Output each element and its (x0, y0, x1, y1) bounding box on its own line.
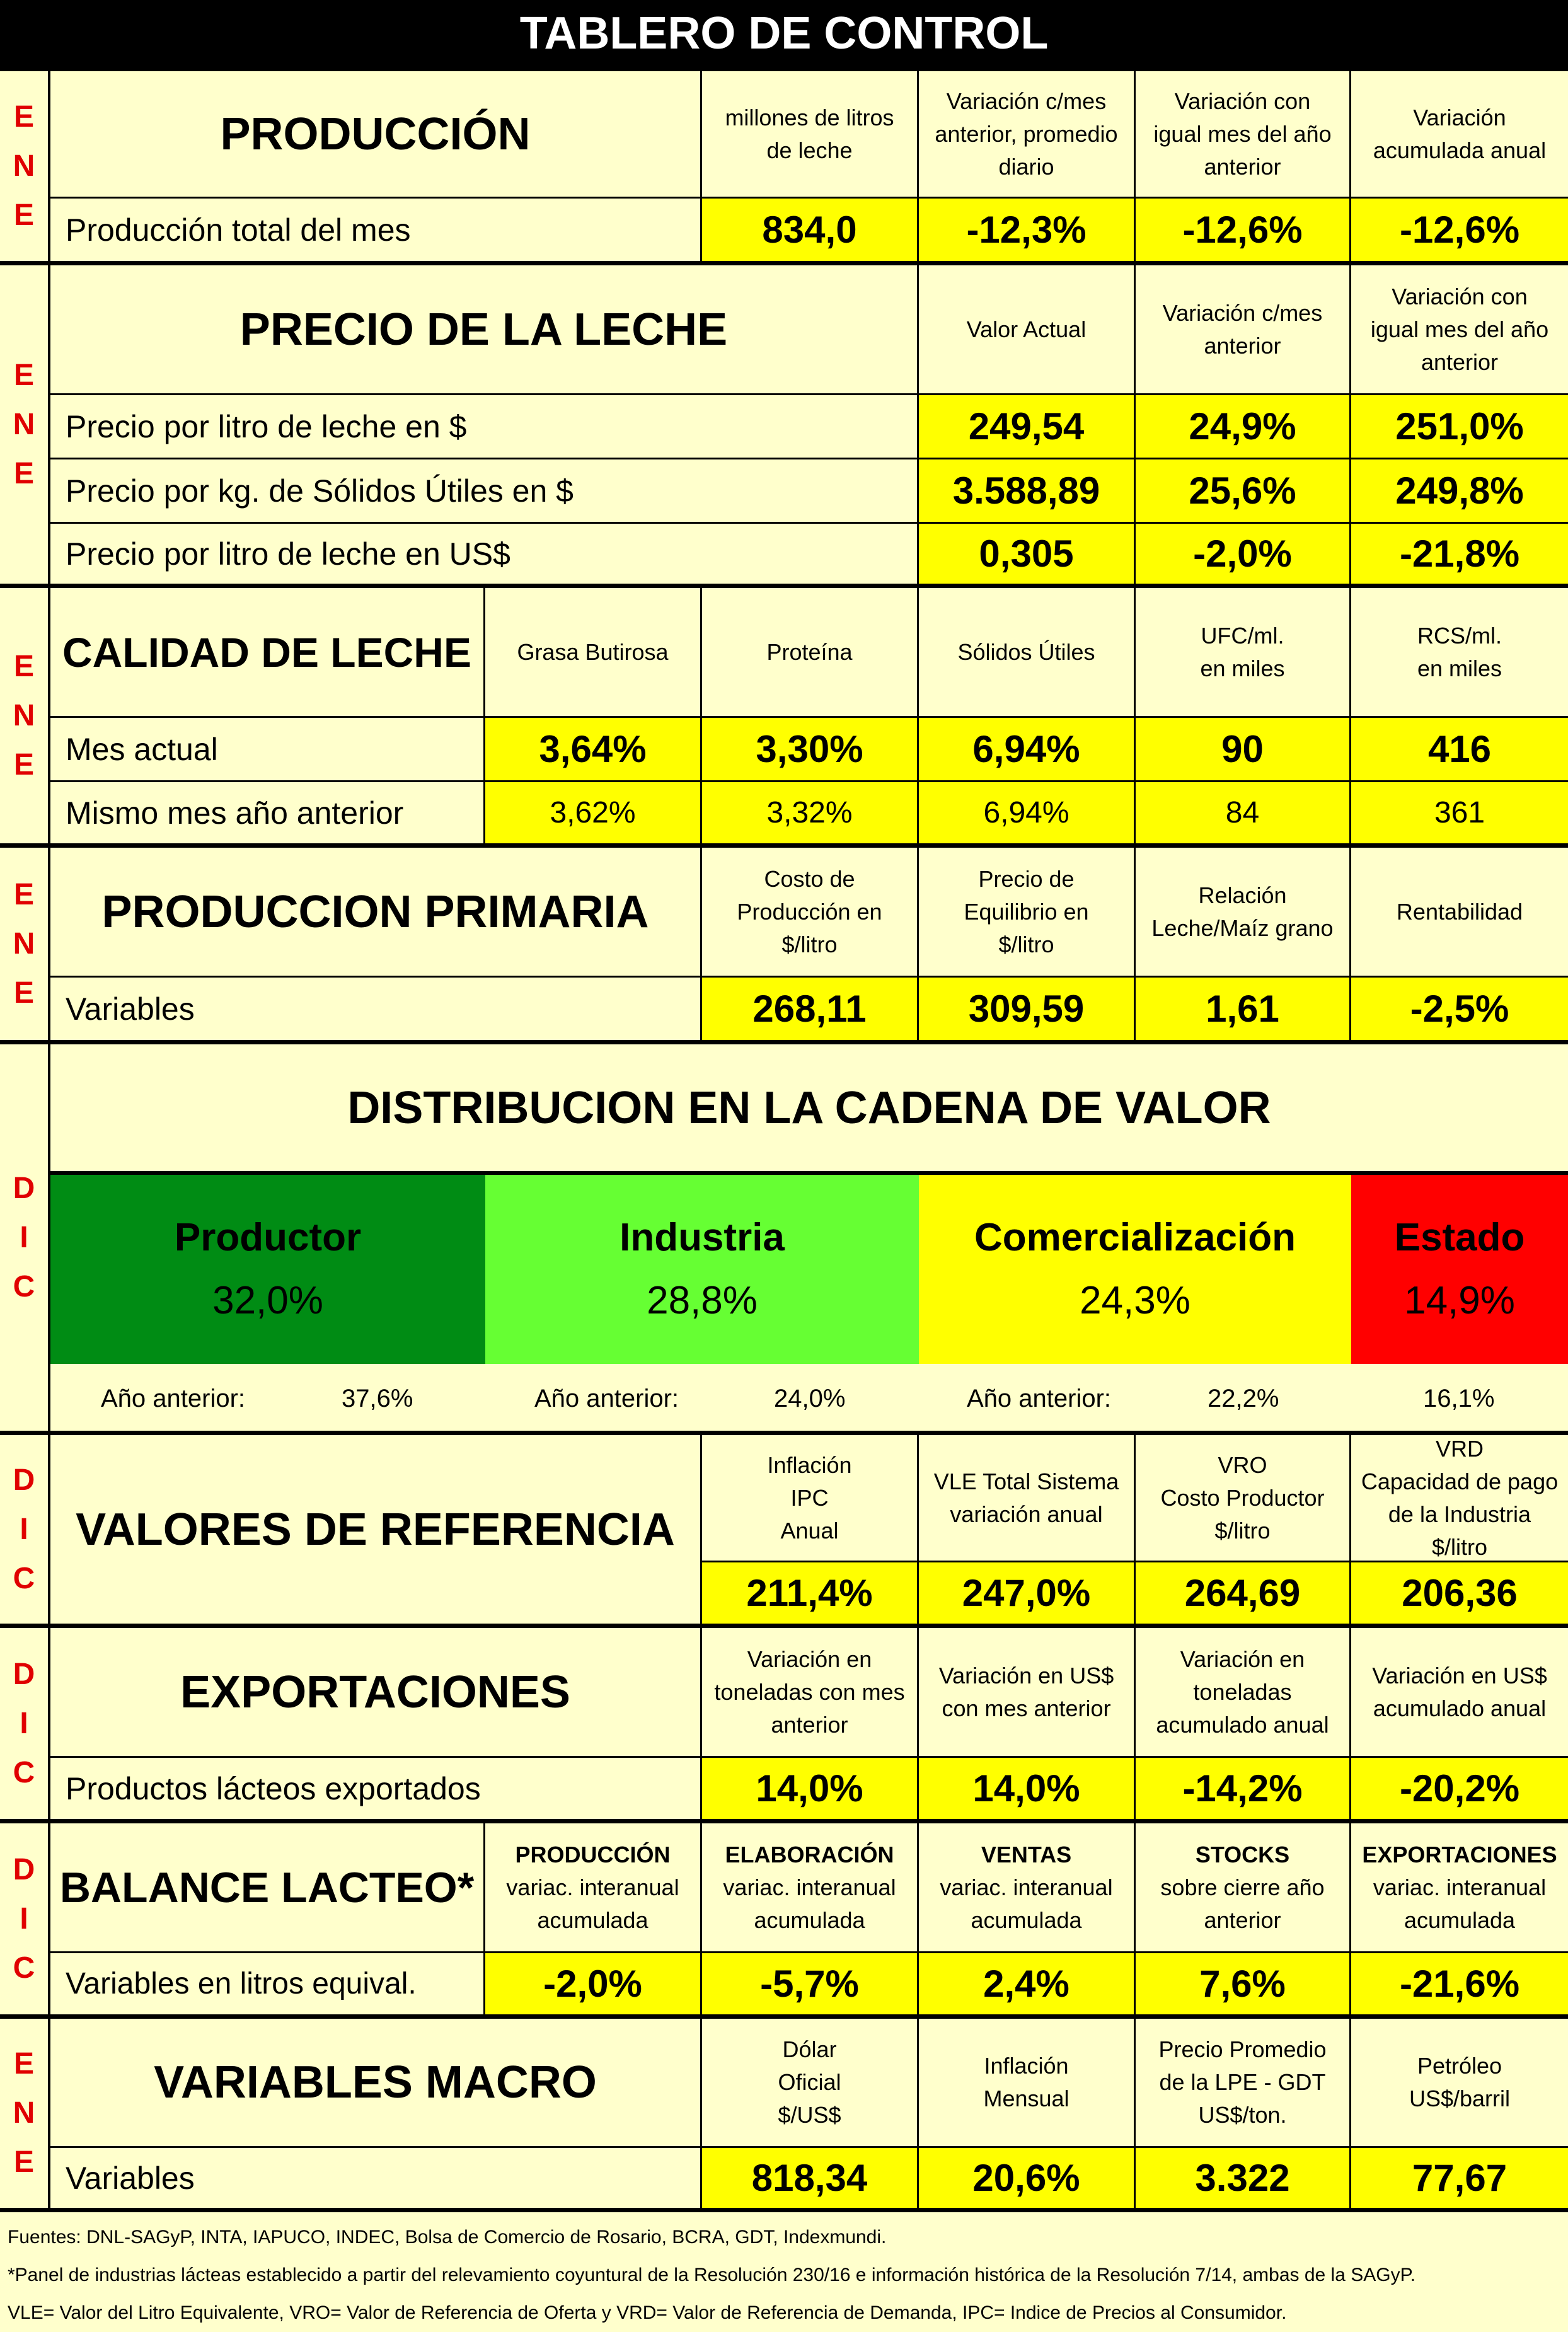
block-name: Comercialización (974, 1216, 1296, 1259)
distribution-block-industria (485, 1175, 919, 1364)
column-header: Grasa Butirosa (485, 588, 702, 718)
column-header: Variación con igual mes del año anterior (1351, 265, 1568, 395)
section-produccion (0, 67, 1568, 261)
value-cell: -12,6% (1351, 199, 1568, 261)
header-detail: variac. interanual acumulada (940, 1874, 1113, 1933)
section-produccion-primaria (0, 843, 1568, 1040)
month-letter: E (13, 877, 34, 911)
row-label: Productos lácteos exportados (50, 1758, 702, 1819)
distribution-block-estado (1351, 1175, 1568, 1364)
value-cell: 818,34 (702, 2148, 919, 2208)
row-label: Variables (50, 978, 702, 1040)
column-header: Petróleo US$/barril (1351, 2019, 1568, 2148)
value-cell: 1,61 (1136, 978, 1351, 1040)
block-value: 14,9% (1404, 1279, 1515, 1322)
section-precio-leche (0, 261, 1568, 584)
value-cell: 309,59 (919, 978, 1136, 1040)
section-variables-macro (0, 2014, 1568, 2208)
value-cell: 416 (1351, 718, 1568, 782)
value-cell: 14,0% (919, 1758, 1136, 1819)
column-header: Precio Promedio de la LPE - GDT US$/ton. (1136, 2019, 1351, 2148)
header-bold: PRODUCCIÓN (515, 1841, 671, 1867)
value-cell: 3,62% (485, 782, 702, 843)
column-header: Variación en US$ con mes anterior (919, 1628, 1136, 1758)
column-header: VRO Costo Productor $/litro (1136, 1435, 1351, 1562)
footer-notes (0, 2208, 1568, 2332)
value-cell: 3,32% (702, 782, 919, 843)
column-header: Rentabilidad (1351, 848, 1568, 978)
value-cell: -14,2% (1136, 1758, 1351, 1819)
value-cell: -5,7% (702, 1953, 919, 2014)
column-header: Relación Leche/Maíz grano (1136, 848, 1351, 978)
section-title: EXPORTACIONES (50, 1628, 702, 1758)
column-header: Variación en toneladas acumulado anual (1136, 1628, 1351, 1758)
value-cell: 6,94% (919, 782, 1136, 843)
previous-year-value: 24,0% (774, 1385, 846, 1412)
block-name: Industria (620, 1216, 785, 1259)
section-exportaciones (0, 1624, 1568, 1819)
month-marker (0, 1435, 50, 1624)
row-label: Mes actual (50, 718, 485, 782)
row-label: Precio por litro de leche en $ (50, 395, 919, 459)
month-marker (0, 1044, 50, 1431)
previous-year-value: 22,2% (1208, 1385, 1279, 1412)
value-cell: -2,0% (485, 1953, 702, 2014)
section-title: VALORES DE REFERENCIA (50, 1435, 702, 1624)
month-letter: E (13, 198, 34, 232)
section-calidad-leche (0, 584, 1568, 843)
month-letter: N (13, 407, 35, 441)
previous-year-label: Año anterior: (967, 1385, 1112, 1412)
value-cell: -2,0% (1136, 524, 1351, 584)
value-cell: 3,64% (485, 718, 702, 782)
month-letter: N (13, 926, 35, 961)
month-letter: E (13, 358, 34, 392)
month-marker (0, 71, 50, 261)
column-header: Variación en US$ acumulado anual (1351, 1628, 1568, 1758)
column-header (485, 1823, 702, 1953)
value-cell: 268,11 (702, 978, 919, 1040)
previous-year-label: Año anterior: (534, 1385, 679, 1412)
column-header: Inflación Mensual (919, 2019, 1136, 2148)
month-letter: E (13, 748, 34, 782)
column-header: VLE Total Sistema variación anual (919, 1435, 1136, 1562)
block-name: Productor (174, 1216, 362, 1259)
month-letter: E (13, 2047, 34, 2081)
month-letter: C (13, 1951, 35, 1985)
section-balance-lacteo (0, 1819, 1568, 2014)
month-marker (0, 848, 50, 1040)
sources-note: Fuentes: DNL-SAGyP, INTA, IAPUCO, INDEC, Bolsa de Comercio de Rosario, BCRA, GDT, Indexmundi. (8, 2227, 887, 2248)
row-label: Variables en litros equival. (50, 1953, 485, 2014)
section-distribucion (0, 1040, 1568, 1431)
row-label: Producción total del mes (50, 199, 702, 261)
value-cell: -12,6% (1136, 199, 1351, 261)
month-letter: N (13, 2096, 35, 2130)
value-cell: 25,6% (1136, 459, 1351, 524)
column-header (1136, 1823, 1351, 1953)
month-marker (0, 1823, 50, 2014)
previous-year-value: 37,6% (342, 1385, 413, 1412)
value-cell: 3,30% (702, 718, 919, 782)
header-bold: STOCKS (1195, 1841, 1290, 1867)
section-title: PRODUCCION PRIMARIA (50, 848, 702, 978)
column-header: millones de litros de leche (702, 71, 919, 199)
header-detail: variac. interanual acumulada (506, 1874, 679, 1933)
section-title: VARIABLES MACRO (50, 2019, 702, 2148)
month-letter: D (13, 1463, 35, 1497)
month-marker (0, 265, 50, 584)
value-cell: 20,6% (919, 2148, 1136, 2208)
value-cell: 247,0% (919, 1562, 1136, 1624)
month-marker (0, 588, 50, 843)
section-title: PRODUCCIÓN (50, 71, 702, 199)
block-value: 28,8% (647, 1279, 758, 1322)
month-letter: E (13, 100, 34, 134)
column-header: Proteína (702, 588, 919, 718)
value-cell: -2,5% (1351, 978, 1568, 1040)
header-detail: variac. interanual acumulada (1373, 1874, 1547, 1933)
column-header: Precio de Equilibrio en $/litro (919, 848, 1136, 978)
value-cell: 206,36 (1351, 1562, 1568, 1624)
section-title: BALANCE LACTEO* (50, 1823, 485, 1953)
column-header: Valor Actual (919, 265, 1136, 395)
value-cell: 264,69 (1136, 1562, 1351, 1624)
value-cell: 249,54 (919, 395, 1136, 459)
month-letter: I (20, 1706, 28, 1740)
abbreviations-note: VLE= Valor del Litro Equivalente, VRO= Valor de Referencia de Oferta y VRD= Valor de Referencia de Demanda, IPC= Indice de Precios al Consumidor. (8, 2302, 1287, 2323)
column-header: Variación en toneladas con mes anterior (702, 1628, 919, 1758)
value-cell: 2,4% (919, 1953, 1136, 2014)
value-cell: 14,0% (702, 1758, 919, 1819)
previous-year-value: 16,1% (1423, 1385, 1495, 1412)
column-header: RCS/ml. en miles (1351, 588, 1568, 718)
month-letter: N (13, 698, 35, 732)
column-header: VRD Capacidad de pago de la Industria $/litro (1351, 1435, 1568, 1562)
month-letter: E (13, 976, 34, 1010)
panel-note: *Panel de industrias lácteas establecido a partir del relevamiento coyuntural de la Resolución 230/16 e información histórica de la Resolución 7/14, ambas de la SAGyP. (8, 2265, 1416, 2285)
column-header: Variación con igual mes del año anterior (1136, 71, 1351, 199)
header-bold: VENTAS (981, 1841, 1072, 1867)
section-title: CALIDAD DE LECHE (50, 588, 485, 718)
month-marker (0, 2019, 50, 2208)
value-cell: 90 (1136, 718, 1351, 782)
month-letter: C (13, 1269, 35, 1303)
previous-year-label: Año anterior: (101, 1385, 246, 1412)
month-letter: D (13, 1852, 35, 1886)
header-detail: sobre cierre año anterior (1160, 1874, 1325, 1933)
value-cell: -20,2% (1351, 1758, 1568, 1819)
month-letter: E (13, 456, 34, 490)
section-valores-referencia (0, 1431, 1568, 1624)
column-header: Inflación IPC Anual (702, 1435, 919, 1562)
column-header: Dólar Oficial $/US$ (702, 2019, 919, 2148)
value-cell: 211,4% (702, 1562, 919, 1624)
month-letter: D (13, 1171, 35, 1205)
month-letter: E (13, 2145, 34, 2179)
month-letter: I (20, 1220, 28, 1254)
block-name: Estado (1394, 1216, 1525, 1259)
column-header: Costo de Producción en $/litro (702, 848, 919, 978)
value-cell: 834,0 (702, 199, 919, 261)
column-header: Sólidos Útiles (919, 588, 1136, 718)
value-cell: 3.322 (1136, 2148, 1351, 2208)
value-cell: 251,0% (1351, 395, 1568, 459)
column-header: UFC/ml. en miles (1136, 588, 1351, 718)
column-header: Variación c/mes anterior (1136, 265, 1351, 395)
month-letter: D (13, 1657, 35, 1691)
value-cell: 3.588,89 (919, 459, 1136, 524)
block-value: 32,0% (212, 1279, 323, 1322)
header-bold: ELABORACIÓN (725, 1841, 894, 1867)
month-marker (0, 1628, 50, 1819)
month-letter: C (13, 1755, 35, 1789)
column-header (919, 1823, 1136, 1953)
dashboard-title: TABLERO DE CONTROL (0, 0, 1568, 67)
value-cell: 24,9% (1136, 395, 1351, 459)
month-letter: I (20, 1512, 28, 1546)
column-header: Variación c/mes anterior, promedio diario (919, 71, 1136, 199)
distribution-block-comercializacion (919, 1175, 1351, 1364)
value-cell: 7,6% (1136, 1953, 1351, 2014)
value-cell: 0,305 (919, 524, 1136, 584)
value-cell: 84 (1136, 782, 1351, 843)
value-cell: 249,8% (1351, 459, 1568, 524)
distribution-block-productor (50, 1175, 485, 1364)
section-title: DISTRIBUCION EN LA CADENA DE VALOR (50, 1044, 1568, 1175)
column-header: Variación acumulada anual (1351, 71, 1568, 199)
row-label: Precio por litro de leche en US$ (50, 524, 919, 584)
row-label: Mismo mes año anterior (50, 782, 485, 843)
value-cell: 361 (1351, 782, 1568, 843)
value-cell: 6,94% (919, 718, 1136, 782)
month-letter: I (20, 1902, 28, 1936)
row-label: Precio por kg. de Sólidos Útiles en $ (50, 459, 919, 524)
value-cell: 77,67 (1351, 2148, 1568, 2208)
header-bold: EXPORTACIONES (1362, 1841, 1557, 1867)
month-letter: N (13, 149, 35, 183)
value-cell: -12,3% (919, 199, 1136, 261)
column-header (702, 1823, 919, 1953)
value-cell: -21,8% (1351, 524, 1568, 584)
block-value: 24,3% (1080, 1279, 1190, 1322)
column-header (1351, 1823, 1568, 1953)
header-detail: variac. interanual acumulada (723, 1874, 896, 1933)
row-label: Variables (50, 2148, 702, 2208)
month-letter: C (13, 1561, 35, 1595)
month-letter: E (13, 649, 34, 683)
section-title: PRECIO DE LA LECHE (50, 265, 919, 395)
value-cell: -21,6% (1351, 1953, 1568, 2014)
